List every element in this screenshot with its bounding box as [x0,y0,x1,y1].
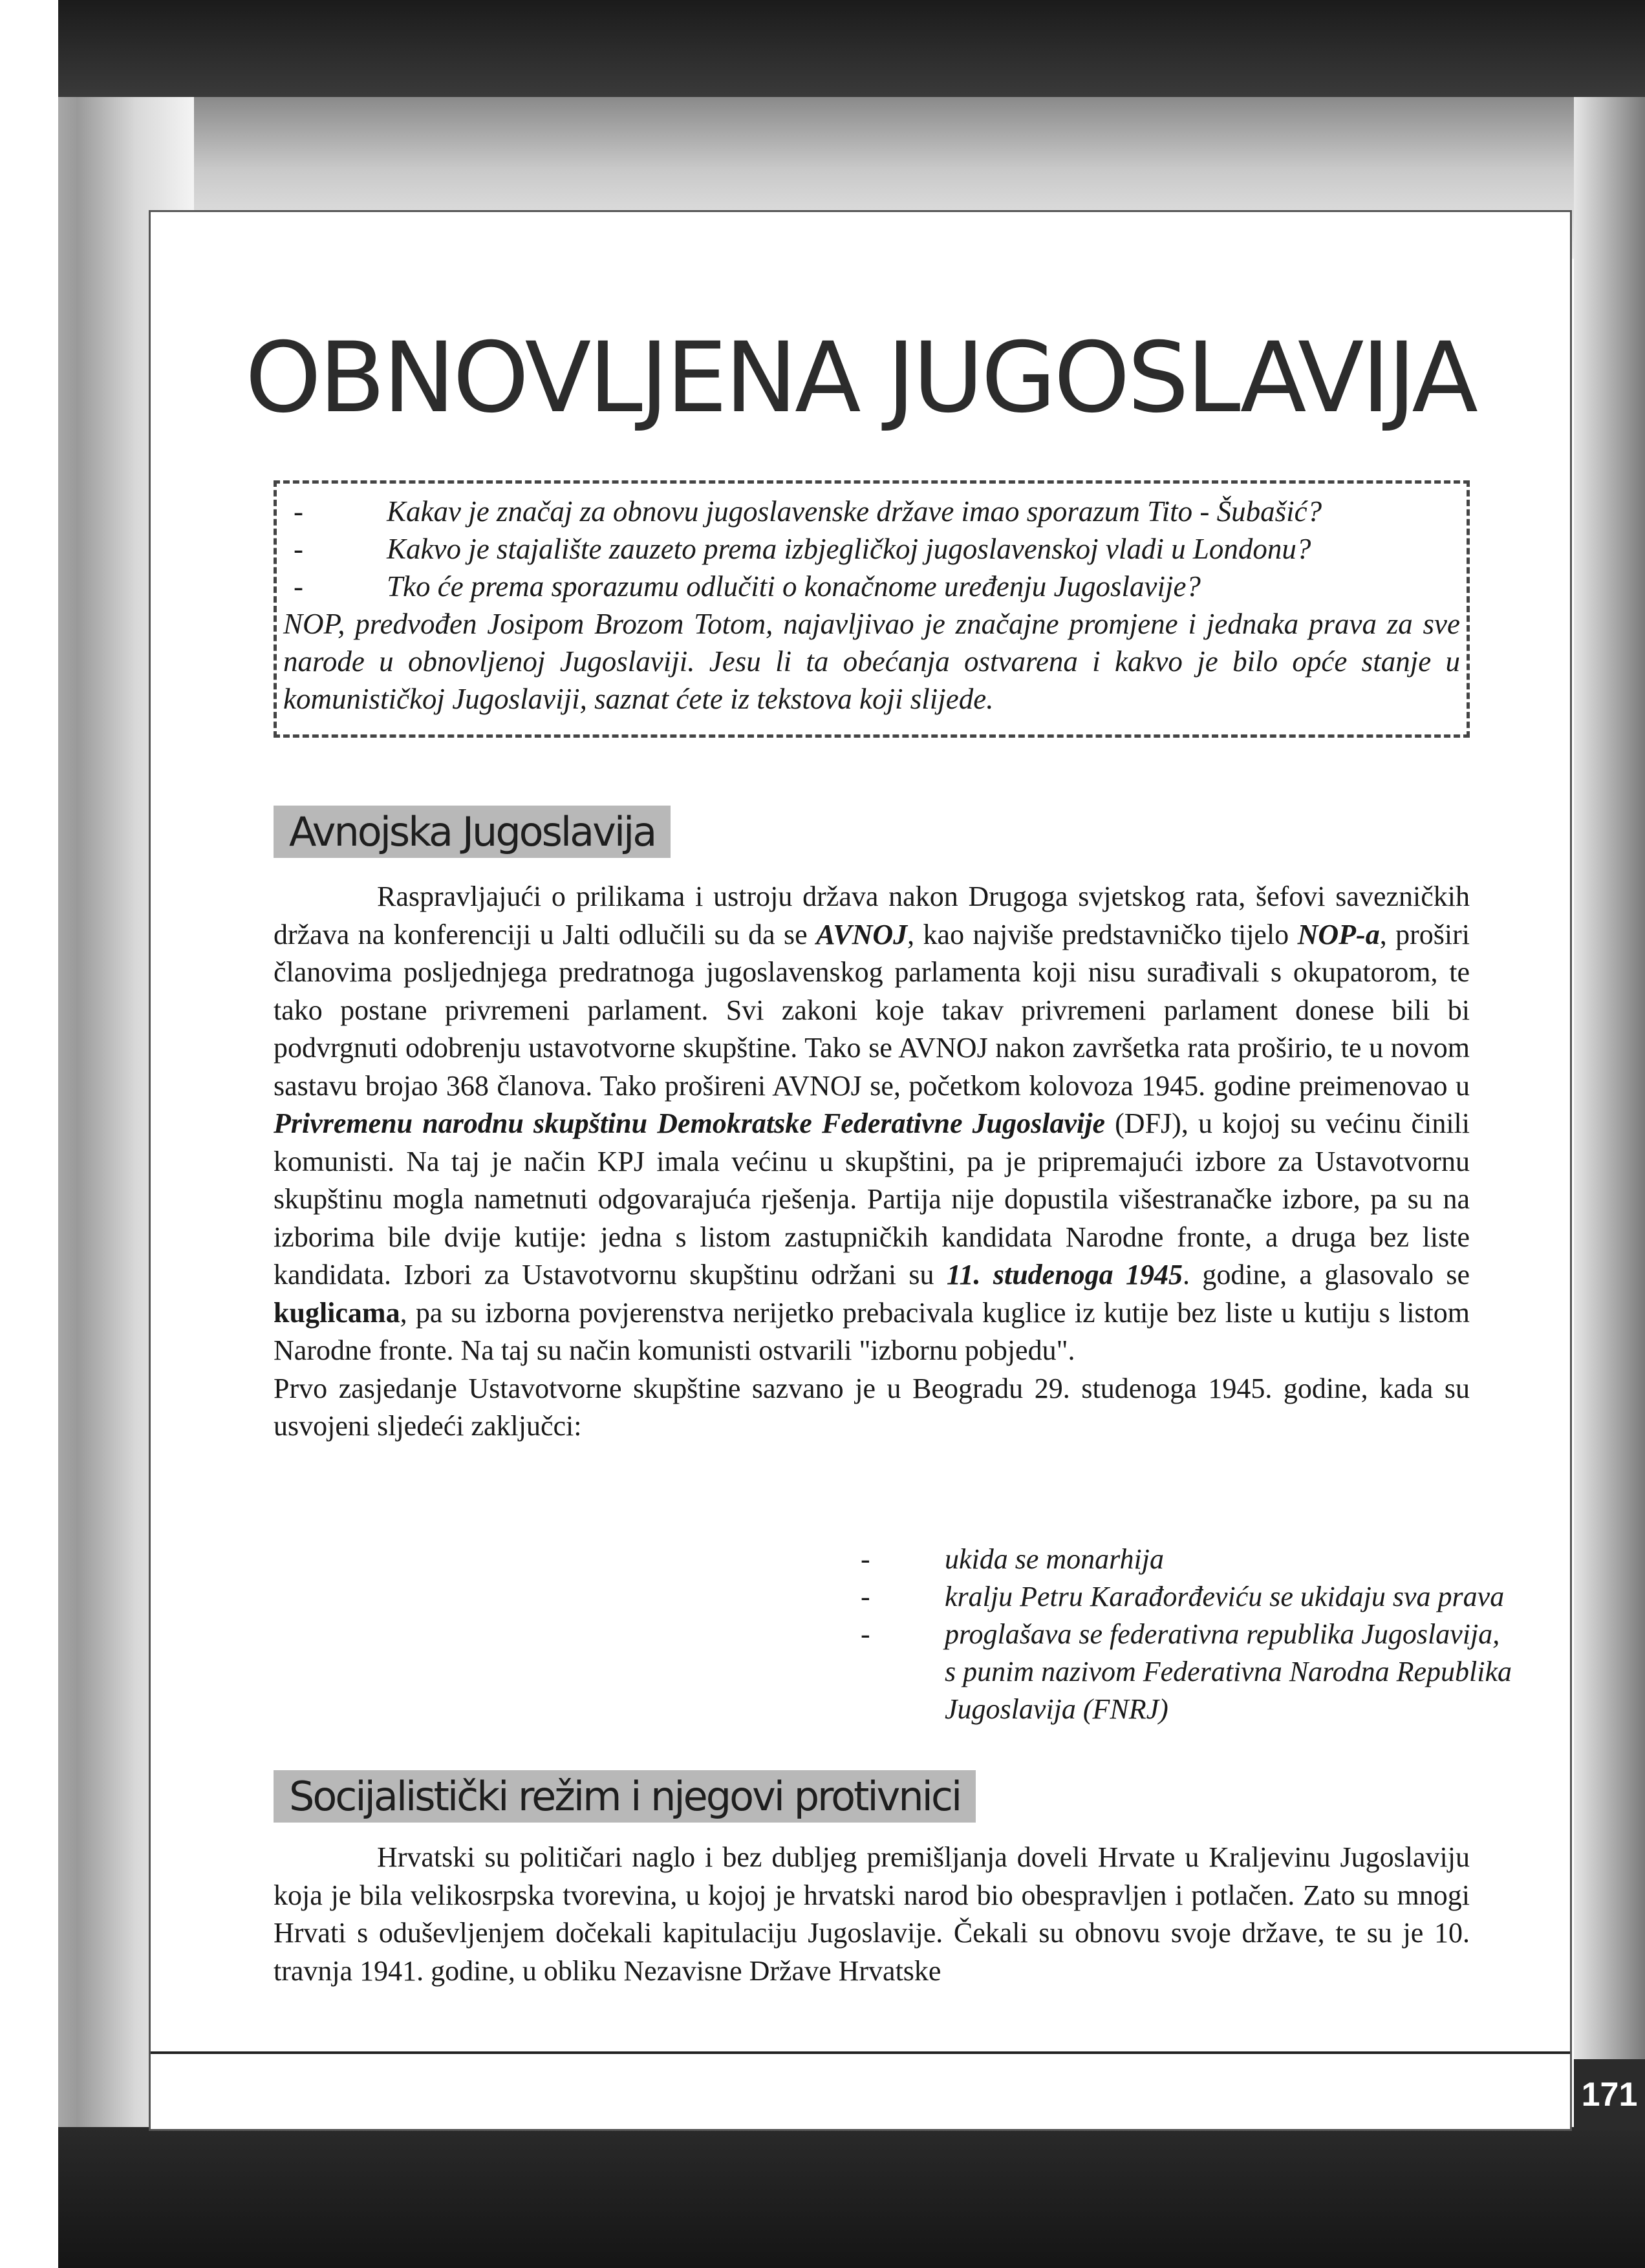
term-balls: kuglicama [274,1296,400,1329]
bottom-dark-band [0,2127,1645,2268]
paragraph: Raspravljajući o prilikama i ustroju država nakon Drugoga svjetskog rata, šefovi savezničkih država na konferenciji u Jalti odlučili su da se AVNOJ, kao najviše predstavničko tijelo NOP-a, proširi članovima posljednjega predratnoga jugoslavenskog parlamenta koji nisu surađivali s okupatorom, te tako postane privremeni parlament. Svi zakoni koje takav privremeni parlament donese bili bi podvrgnuti odobrenju ustavotvorne skupštine. Tako se AVNOJ nakon završetka rata proširio, te u novom sastavu brojao 368 članova. Tako prošireni AVNOJ se, početkom kolovoza 1945. godine preimenovao u Privremenu narodnu skupštinu Demokratske Federativne Jugoslavije (DFJ), u kojoj su većinu činili komunisti. Na taj je način KPJ imala većinu u skupštini, pa je pripremajući izbore za Ustavotvornu skupštinu mogla nametnuti odgovarajuća rješenja. Partija nije dopustila višestranačke izbore, pa su na izborima bile dvije kutije: jedna s listom zastupničkih kandidata Narodne fronte, a druga bez liste kandidata. Izbori za Ustavotvornu skupštinu održani su 11. studenoga 1945. godine, a glasovalo se kuglicama, pa su izborna povjerenstva nerijetko prebacivala kuglice iz kutije bez liste u kutiju s listom Narodne fronte. Na taj su način komunisti ostvarili "izbornu pobjedu". [274,881,1470,1366]
list-item: - ukida se monarhija [861,1543,1164,1575]
section-heading-avnojska: Avnojska Jugoslavija [274,806,671,858]
page-number: 171 [1574,2059,1645,2130]
term-assembly: Privremenu narodnu skupštinu Demokratske Federativne Jugoslavije [274,1107,1105,1139]
list-item: s punim nazivom Federativna Narodna Republika [945,1656,1512,1687]
top-dark-band [0,0,1645,97]
bottom-rule [151,2051,1570,2054]
section-avnojska-body [274,878,1470,1446]
right-decorative-swoosh [1574,97,1645,2134]
paragraph: Prvo zasjedanje Ustavotvorne skupštine sazvano je u Beogradu 29. studenoga 1945. godine, kada su usvojeni sljedeći zaključci: [274,1372,1470,1442]
list-item: - proglašava se federativna republika Jugoslavija, [861,1618,1500,1650]
intro-question: - Kakav je značaj za obnovu jugoslavenske države imao sporazum Tito - Šubašić? [294,495,1322,528]
scan-margin [0,0,58,2268]
term-avnoj: AVNOJ [816,918,908,950]
intro-question: - Kakvo je stajalište zauzeto prema izbjegličkoj jugoslavenskoj vladi u Londonu? [294,533,1311,565]
list-item: Jugoslavija (FNRJ) [945,1693,1168,1725]
intro-paragraph: NOP, predvođen Josipom Brozom Totom, najavljivao je značajne promjene i jednaka prava za sve narode u obnovljenoj Jugoslaviji. Jesu li ta obećanja ostvarena i kakvo je bilo opće stanje u komunističkoj Jugoslaviji, saznat ćete iz tekstova koji slijede. [283,608,1460,715]
intro-questions-box [274,480,1470,738]
section-socijalisticki-body [274,1839,1470,1990]
section-heading-socijalisticki: Socijalistički režim i njegovi protivnici [274,1770,976,1823]
list-item: - kralju Petru Karađorđeviću se ukidaju sva prava [861,1581,1505,1612]
paragraph: Hrvatski su političari naglo i bez dubljeg premišljanja doveli Hrvate u Kraljevinu Jugoslaviju koja je bila velikosrpska tvorevina, u kojoj je hrvatski narod bio obespravljen i potlačen. Zato su mnogi Hrvati s oduševljenjem dočekali kapitulaciju Jugoslavije. Čekali su obnovu svoje države, te su je 10. travnja 1941. godine, u obliku Nezavisne Države Hrvatske [274,1841,1470,1987]
conclusions-list [274,1541,1512,1728]
term-nop: NOP-a [1297,918,1380,950]
page-title: OBNOVLJENA JUGOSLAVIJA [245,322,1476,434]
intro-question: - Tko će prema sporazumu odlučiti o konačnome uređenju Jugoslavije? [294,570,1201,603]
term-election-date: 11. studenoga 1945 [946,1259,1183,1290]
content-panel [149,210,1572,2131]
